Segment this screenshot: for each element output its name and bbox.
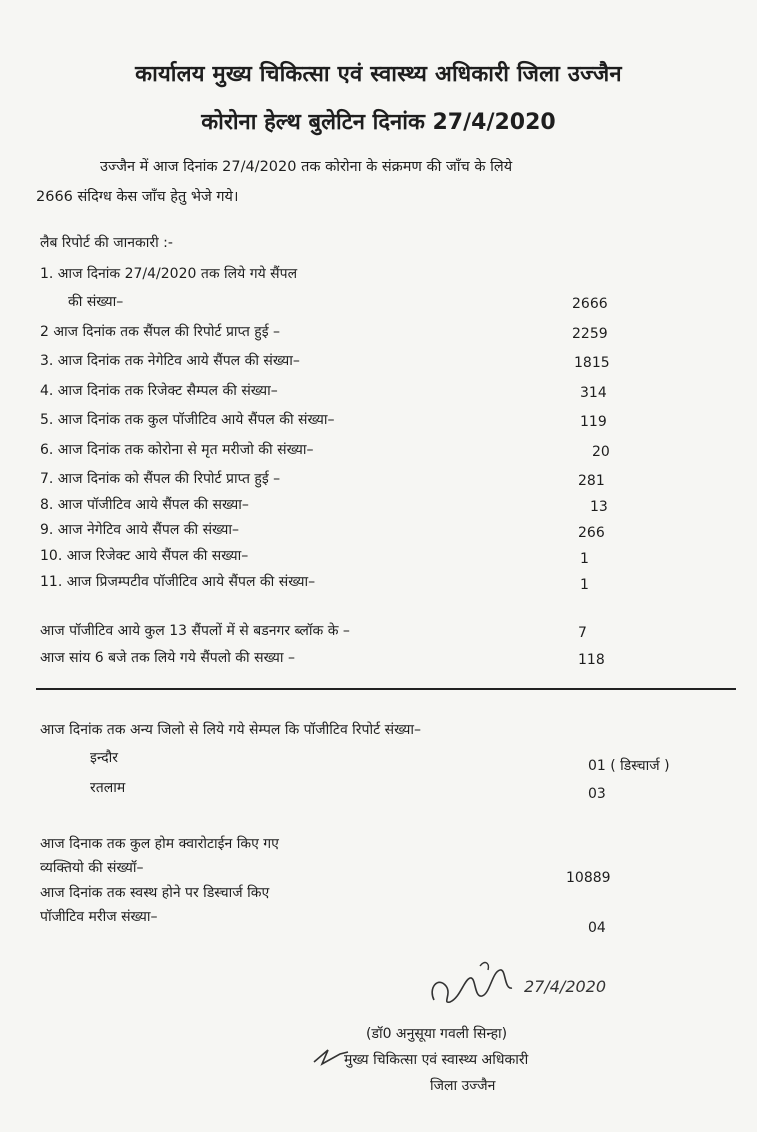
lab-item-label: 5. आज दिनांक तक कुल पॉजीटिव आये सैंपल की संख्या– — [40, 412, 335, 428]
intro-line-1: उज्जैन में आज दिनांक 27/4/2020 तक कोरोना के संक्रमण की जाँच के लिये — [100, 159, 513, 175]
lab-item-value: 314 — [580, 385, 607, 401]
lab-item-value: 13 — [590, 499, 608, 515]
lab-item-label: 3. आज दिनांक तक नेगेटिव आये सैंपल की संख्या– — [40, 353, 300, 369]
today-badnagar-label: आज पॉजीटिव आये कुल 13 सैंपलों में से बडनगर ब्लॉक के – — [40, 623, 350, 639]
district-indore-label: इन्दौर — [90, 750, 118, 766]
quarantine-line-2: व्यक्तियो की संख्यॉ– — [40, 860, 144, 876]
lab-item-label: 7. आज दिनांक को सैंपल की रिपोर्ट प्राप्त हुई – — [40, 471, 281, 487]
discharged-value: 04 — [588, 920, 606, 936]
lab-item-value: 1 — [580, 551, 589, 567]
district-ratlam-value: 03 — [588, 786, 606, 802]
section-divider — [36, 688, 736, 690]
lab-item-value: 2259 — [572, 326, 608, 342]
lab-item-value: 266 — [578, 525, 605, 541]
officer-designation: मुख्य चिकित्सा एवं स्वास्थ्य अधिकारी — [344, 1052, 529, 1068]
lab-item-label: की संख्या– — [68, 294, 124, 310]
bulletin-title: कोरोना हेल्थ बुलेटिन दिनांक 27/4/2020 — [201, 110, 556, 135]
today-samples-value: 118 — [578, 652, 605, 668]
lab-item-value: 281 — [578, 473, 605, 489]
other-districts-heading: आज दिनांक तक अन्य जिलो से लिये गये सेम्पल कि पॉजीटिव रिपोर्ट संख्या– — [40, 722, 422, 738]
lab-item-value: 1815 — [574, 355, 610, 371]
lab-report-heading: लैब रिपोर्ट की जानकारी :- — [40, 235, 173, 251]
quarantine-value: 10889 — [566, 870, 611, 886]
today-samples-label: आज सांय 6 बजे तक लिये गये सैंपलो की सख्या – — [40, 650, 295, 666]
officer-district: जिला उज्जैन — [430, 1078, 496, 1094]
lab-item-label: 6. आज दिनांक तक कोरोना से मृत मरीजो की संख्या– — [40, 442, 314, 458]
officer-name: (डॉ0 अनुसूया गवली सिन्हा) — [366, 1026, 508, 1042]
lab-item-label: 8. आज पॉजीटिव आये सैंपल की सख्या– — [40, 497, 249, 513]
lab-item-label: 10. आज रिजेक्ट आये सैंपल की सख्या– — [40, 548, 249, 564]
discharged-line-2: पॉजीटिव मरीज संख्या– — [40, 909, 158, 925]
lab-item-label: 9. आज नेगेटिव आये सैंपल की संख्या– — [40, 522, 239, 538]
intro-line-2: 2666 संदिग्ध केस जाँच हेतु भेजे गये। — [36, 189, 239, 205]
lab-item-value: 20 — [592, 444, 610, 460]
handwritten-date: 27/4/2020 — [524, 977, 607, 996]
lab-item-value: 119 — [580, 414, 607, 430]
lab-item-label: 2 आज दिनांक तक सैंपल की रिपोर्ट प्राप्त हुई – — [40, 324, 281, 340]
district-ratlam-label: रतलाम — [90, 780, 126, 796]
quarantine-line-1: आज दिनाक तक कुल होम क्वारोटाईन किए गए — [40, 836, 279, 852]
office-title: कार्यालय मुख्य चिकित्सा एवं स्वास्थ्य अधिकारी जिला उज्जैन — [135, 62, 622, 87]
signature-scribble — [420, 958, 620, 1018]
lab-item-1-line-1: 1. आज दिनांक 27/4/2020 तक लिये गये सैंपल — [40, 266, 298, 282]
lab-item-label: 4. आज दिनांक तक रिजेक्ट सैम्पल की संख्या– — [40, 383, 278, 399]
lab-item-value: 1 — [580, 577, 589, 593]
today-badnagar-value: 7 — [578, 625, 587, 641]
lab-item-label: 11. आज प्रिजम्पटीव पॉजीटिव आये सैंपल की संख्या– — [40, 574, 316, 590]
discharged-line-1: आज दिनांक तक स्वस्थ होने पर डिस्चार्ज किए — [40, 885, 270, 901]
district-indore-value: 01 ( डिस्चार्ज ) — [588, 758, 670, 774]
lab-item-value: 2666 — [572, 296, 608, 312]
